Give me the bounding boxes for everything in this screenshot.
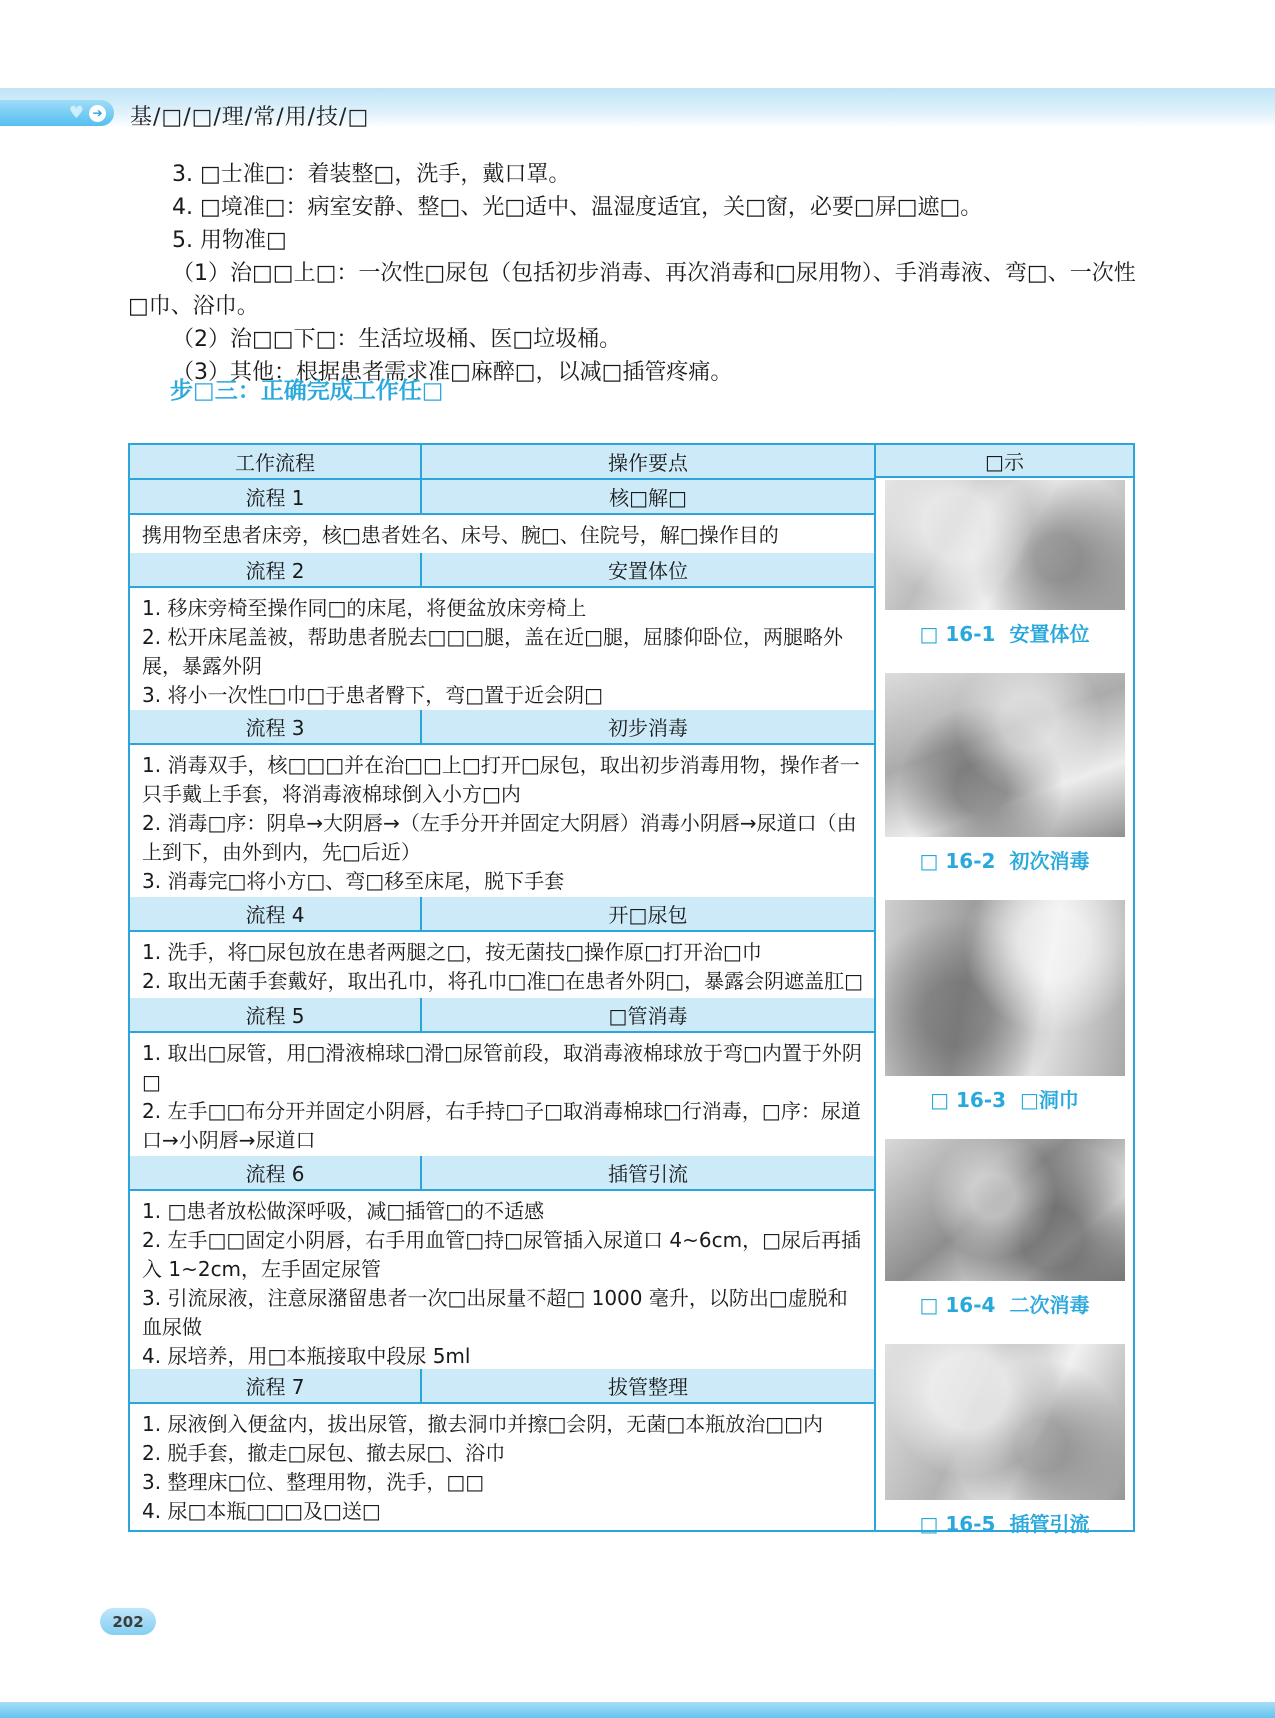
page-number: 202 [112, 1612, 144, 1631]
breadcrumb: 基/□/□/理/常/用/技/□ [130, 105, 370, 130]
figure-image [885, 1139, 1125, 1281]
table-header-row [130, 445, 874, 480]
figure-list [876, 478, 1133, 1563]
header-tab [0, 100, 114, 126]
detail-line: 2. 脱手套，撤走□尿包、撤去尿□、浴巾 [142, 1441, 506, 1466]
detail-line: 4. 尿□本瓶□□□及□送□ [142, 1499, 381, 1524]
process-details [130, 745, 874, 897]
intro-line: 5. 用物准□ [172, 228, 287, 253]
footer-bar [0, 1702, 1275, 1718]
intro-line: （1）治□□上□：一次性□尿包（包括初步消毒、再次消毒和□尿用物）、手消毒液、弯□、一次性□巾、浴巾。 [128, 261, 1136, 319]
detail-line: 3. 整理床□位、整理用物，洗手，□□ [142, 1470, 485, 1495]
process-name: 流程 7 [130, 1369, 422, 1402]
detail-line: 2. 左手□□固定小阴唇，右手用血管□持□尿管插入尿道口 4~6cm，□尿后再插入 1~2cm，左手固定尿管 [142, 1227, 861, 1281]
procedure-table [128, 443, 1135, 1536]
process-name: 流程 6 [130, 1156, 422, 1189]
figure-block [885, 673, 1125, 874]
col-header-process: 工作流程 [130, 445, 422, 478]
process-point: 开□尿包 [608, 903, 688, 928]
table-left-section [130, 445, 874, 1530]
process-row-header [130, 1369, 874, 1404]
intro-block [128, 158, 1148, 389]
process-name: 流程 2 [130, 553, 422, 586]
figure-caption-title: 插管引流 [1009, 1512, 1090, 1536]
intro-line: （2）治□□下□：生活垃圾桶、医□垃圾桶。 [172, 327, 622, 352]
process-point: 拔管整理 [608, 1375, 688, 1400]
process-name: 流程 3 [130, 710, 422, 743]
process-row-header [130, 897, 874, 932]
section-heading: 步□三：正确完成工作任□ [170, 378, 444, 404]
intro-line: 3. □士准□：着装整□，洗手，戴口罩。 [172, 162, 571, 187]
figure-caption-label: □ 16-4 [919, 1293, 996, 1317]
figure-caption-label: □ 16-3 [930, 1088, 1006, 1112]
detail-line: 1. 移床旁椅至操作同□的床尾，将便盆放床旁椅上 [142, 596, 587, 621]
intro-line: （3）其他：根据患者需求准□麻醉□，以减□插管疼痛。 [172, 360, 733, 385]
process-point: □管消毒 [608, 1004, 688, 1029]
process-point: 插管引流 [608, 1161, 688, 1186]
intro-line: 4. □境准□：病室安静、整□、光□适中、温湿度适宜，关□窗，必要□屏□遮□。 [172, 195, 983, 220]
figure-block [885, 1344, 1125, 1537]
figure-image [885, 673, 1125, 837]
process-row-header [130, 553, 874, 588]
process-point: 核□解□ [609, 486, 687, 510]
process-details [130, 1404, 874, 1530]
figure-caption [885, 1508, 1125, 1537]
process-details [130, 1033, 874, 1155]
figures-column [874, 445, 1133, 1536]
process-details [130, 588, 874, 710]
detail-line: 2. 取出无菌手套戴好，取出孔巾，将孔巾□准□在患者外阴□，暴露会阴遮盖肛□ [142, 969, 864, 994]
process-row-header [130, 1156, 874, 1191]
detail-line: 3. 消毒完□将小方□、弯□移至床尾，脱下手套 [142, 869, 565, 894]
figure-image [885, 1344, 1125, 1500]
figure-caption [885, 1289, 1125, 1318]
detail-line: 3. 将小一次性□巾□于患者臀下，弯□置于近会阴□ [142, 683, 604, 708]
heart-icon: ♥ [68, 102, 84, 123]
figure-block [885, 1139, 1125, 1318]
figure-caption-label: □ 16-2 [919, 849, 996, 873]
page-number-badge [100, 1608, 156, 1635]
detail-line: 1. 消毒双手，核□□□并在治□□上□打开□尿包，取出初步消毒用物，操作者一只手戴上手套，将消毒液棉球倒入小方□内 [142, 753, 860, 807]
detail-line: 2. 消毒□序：阴阜→大阴唇→（左手分开并固定大阴唇）消毒小阴唇→尿道口（由上到下，由外到内，先□后近） [142, 811, 857, 865]
process-row-header [130, 998, 874, 1033]
detail-line: 3. 引流尿液，注意尿潴留患者一次□出尿量不超□ 1000 毫升，以防出□虚脱和血尿做 [142, 1285, 848, 1339]
process-name: 流程 1 [130, 480, 422, 513]
detail-line: 2. 松开床尾盖被，帮助患者脱去□□□腿，盖在近□腿，屈膝仰卧位，两腿略外展，暴露外阴 [142, 625, 844, 679]
detail-line: 2. 左手□□布分开并固定小阴唇，右手持□子□取消毒棉球□行消毒，□序：尿道口→小阴唇→尿道口 [142, 1099, 861, 1153]
col-header-figures: □示 [876, 445, 1133, 478]
detail-line: 1. □患者放松做深呼吸，减□插管□的不适感 [142, 1198, 545, 1223]
figure-caption [885, 1084, 1125, 1113]
process-row-header [130, 480, 874, 515]
process-details [130, 1191, 874, 1369]
figure-image [885, 480, 1125, 610]
col-header-points: 操作要点 [608, 451, 688, 475]
figure-caption-label: □ 16-5 [919, 1512, 996, 1536]
detail-line: 4. 尿培养，用□本瓶接取中段尿 5ml [142, 1343, 471, 1368]
process-row-header [130, 710, 874, 745]
process-point: 初步消毒 [608, 716, 688, 741]
process-name: 流程 4 [130, 897, 422, 930]
figure-block [885, 480, 1125, 647]
figure-caption [885, 618, 1125, 647]
figure-block [885, 900, 1125, 1113]
figure-caption-title: 二次消毒 [1009, 1293, 1090, 1317]
figure-caption-title: 初次消毒 [1009, 849, 1090, 873]
arrow-circle-icon: ➔ [89, 105, 106, 122]
detail-line: 携用物至患者床旁，核□患者姓名、床号、腕□、住院号，解□操作目的 [142, 523, 779, 547]
figure-caption-label: □ 16-1 [919, 622, 996, 646]
process-details [130, 515, 874, 553]
process-point: 安置体位 [608, 559, 688, 584]
figure-caption-title: □洞巾 [1020, 1088, 1079, 1112]
detail-line: 1. 洗手，将□尿包放在患者两腿之□，按无菌技□操作原□打开治□巾 [142, 940, 762, 965]
figure-caption-title: 安置体位 [1009, 622, 1090, 646]
figure-image [885, 900, 1125, 1076]
figure-caption [885, 845, 1125, 874]
detail-line: 1. 取出□尿管，用□滑液棉球□滑□尿管前段，取消毒液棉球放于弯□内置于外阴□ [142, 1041, 862, 1095]
detail-line: 1. 尿液倒入便盆内，拔出尿管，撤去洞巾并擦□会阴，无菌□本瓶放治□□内 [142, 1412, 824, 1437]
process-name: 流程 5 [130, 998, 422, 1031]
process-details [130, 932, 874, 998]
